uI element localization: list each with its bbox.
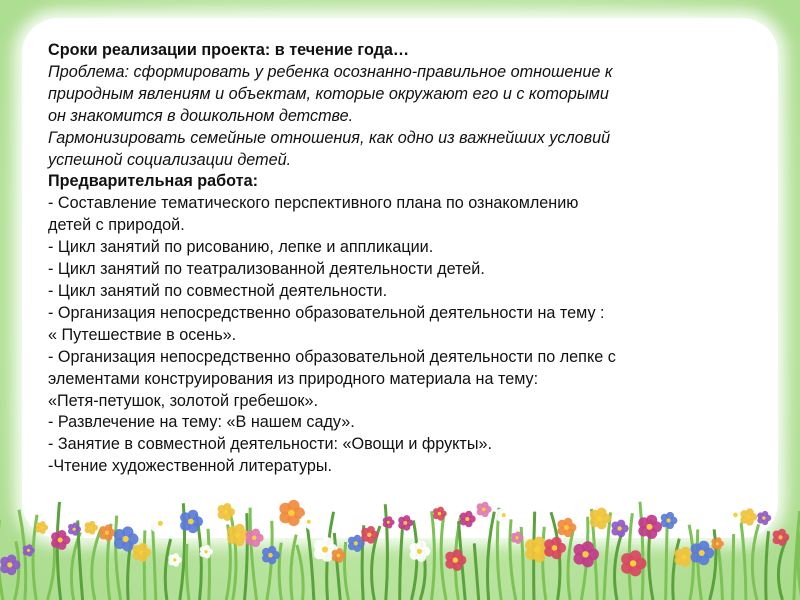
list-item: элементами конструирования из природного материала на тему: [48, 369, 539, 388]
list-item: - Составление тематического перспективного плана по ознакомлению [48, 194, 579, 213]
list-item: «Петя-петушок, золотой гребешок». [48, 391, 318, 410]
list-item: - Цикл занятий по рисованию, лепке и аппликации. [48, 238, 434, 257]
goal-line: успешной социализации детей. [48, 150, 292, 169]
preliminary-work-heading: Предварительная работа: [48, 172, 258, 191]
problem-line: природным явлениям и объектам, которые окружают его и с которыми [48, 84, 609, 103]
problem-line: Проблема: сформировать у ребенка осознанно-правильное отношение к [48, 62, 613, 81]
list-item: - Цикл занятий по театрализованной деятельности детей. [48, 260, 485, 279]
list-item: - Организация непосредственно образовательной деятельности по лепке с [48, 347, 616, 366]
list-item: детей с природой. [48, 216, 185, 235]
flower-border [0, 490, 800, 600]
problem-line: он знакомится в дошкольном детстве. [48, 106, 354, 125]
goal-line: Гармонизировать семейные отношения, как одно из важнейших условий [48, 128, 611, 147]
list-item: - Занятие в совместной деятельности: «Овощи и фрукты». [48, 435, 492, 454]
list-item: - Организация непосредственно образовательной деятельности на тему : [48, 303, 605, 322]
slide-text [48, 40, 768, 478]
list-item: - Развлечение на тему: «В нашем саду». [48, 413, 355, 432]
list-item: -Чтение художественной литературы. [48, 457, 333, 476]
list-item: - Цикл занятий по совместной деятельности. [48, 281, 388, 300]
timeline-heading: Сроки реализации проекта: в течение года… [48, 41, 410, 59]
list-item: « Путешествие в осень». [48, 325, 237, 344]
